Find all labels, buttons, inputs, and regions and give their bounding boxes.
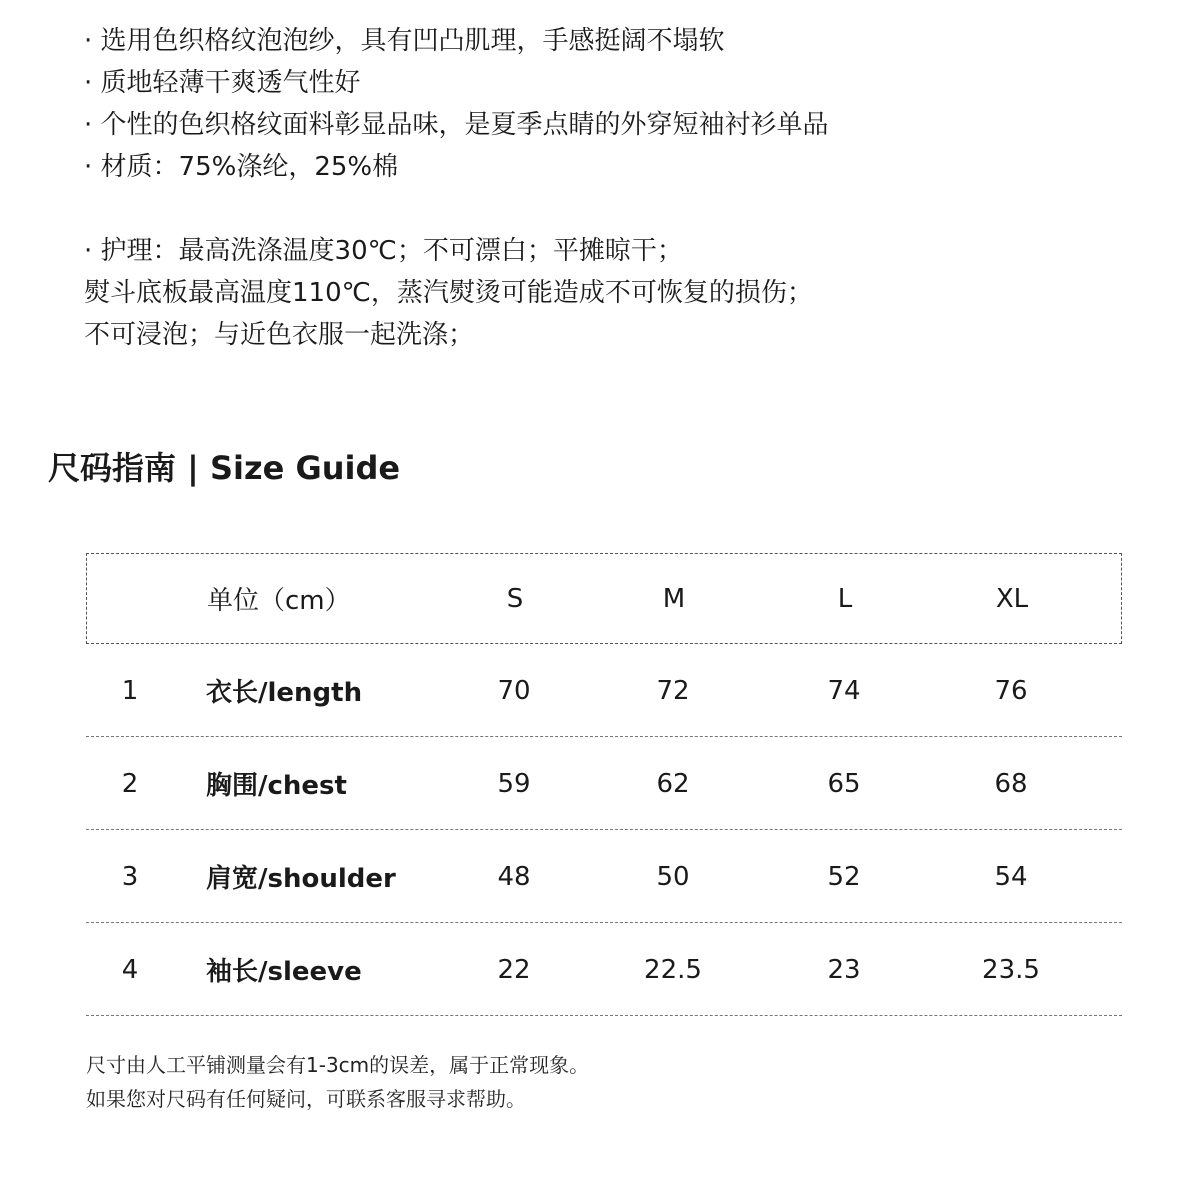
row-label: 胸围/chest: [206, 771, 347, 801]
row-divider: [86, 1015, 1122, 1016]
cell-m: 72: [656, 675, 690, 706]
size-guide-title: 尺码指南 | Size Guide: [48, 449, 401, 487]
cell-xl: 23.5: [982, 954, 1040, 985]
header-size-xl: XL: [995, 583, 1029, 614]
row-number: 3: [121, 861, 139, 892]
cell-m: 22.5: [644, 954, 702, 985]
cell-l: 23: [827, 954, 861, 985]
row-label: 衣长/length: [206, 678, 363, 708]
cell-xl: 68: [994, 768, 1028, 799]
product-description: [84, 20, 1134, 356]
feature-line: · 个性的色织格纹面料彰显品味，是夏季点睛的外穿短袖衬衫单品: [84, 110, 829, 140]
care-line: 不可浸泡；与近色衣服一起洗涤；: [84, 320, 475, 350]
cell-xl: 54: [994, 861, 1028, 892]
row-label: 肩宽/shoulder: [206, 864, 396, 894]
table-row: [86, 737, 1122, 830]
size-table-header: [86, 553, 1122, 644]
cell-s: 48: [497, 861, 531, 892]
size-table: [86, 553, 1122, 1016]
cell-s: 70: [497, 675, 531, 706]
header-size-s: S: [506, 583, 524, 614]
header-size-l: L: [837, 583, 853, 614]
cell-m: 50: [656, 861, 690, 892]
table-row: [86, 644, 1122, 737]
cell-l: 52: [827, 861, 861, 892]
note-line: 尺寸由人工平铺测量会有1-3cm的误差，属于正常现象。: [86, 1053, 590, 1077]
cell-s: 59: [497, 768, 531, 799]
care-line: 熨斗底板最高温度110℃，蒸汽熨烫可能造成不可恢复的损伤；: [84, 278, 813, 308]
spacer: [84, 188, 1134, 230]
row-label: 袖长/sleeve: [206, 957, 362, 987]
feature-line: · 质地轻薄干爽透气性好: [84, 68, 361, 98]
cell-l: 65: [827, 768, 861, 799]
cell-m: 62: [656, 768, 690, 799]
cell-l: 74: [827, 675, 861, 706]
table-row: [86, 830, 1122, 923]
row-number: 2: [121, 768, 139, 799]
cell-s: 22: [497, 954, 531, 985]
row-number: 1: [121, 675, 139, 706]
note-line: 如果您对尺码有任何疑问，可联系客服寻求帮助。: [86, 1087, 526, 1111]
table-row: [86, 923, 1122, 1016]
row-number: 4: [121, 954, 139, 985]
header-size-m: M: [662, 583, 686, 614]
care-line: · 护理：最高洗涤温度30℃；不可漂白；平摊晾干；: [84, 236, 683, 266]
feature-line: · 选用色织格纹泡泡纱，具有凹凸肌理，手感挺阔不塌软: [84, 26, 725, 56]
header-unit: 单位（cm）: [207, 586, 351, 616]
measurement-note: [86, 1048, 589, 1116]
material-line: · 材质：75%涤纶，25%棉: [84, 152, 399, 182]
cell-xl: 76: [994, 675, 1028, 706]
